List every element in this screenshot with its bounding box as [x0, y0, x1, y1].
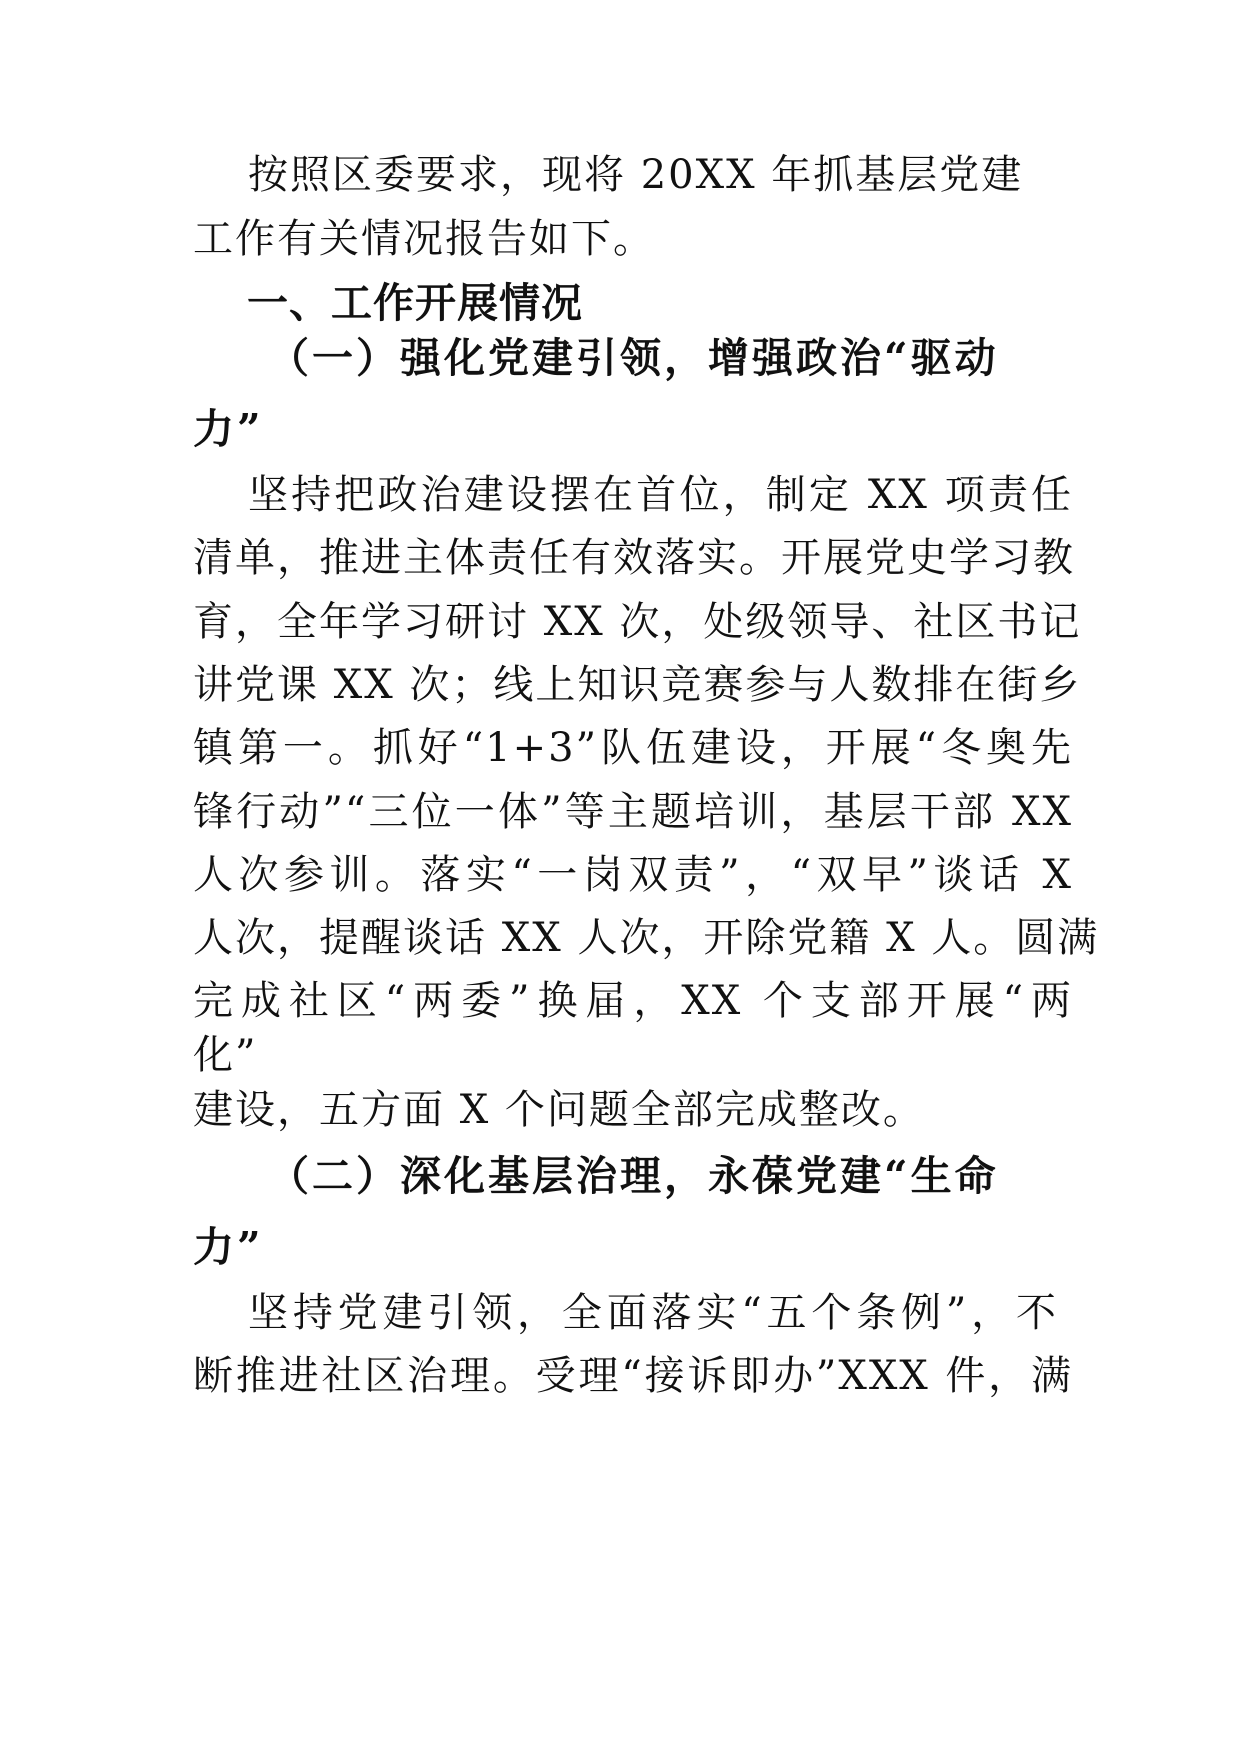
- body-1-line-9: 完成社区“两委”换届，XX 个支部开展“两: [193, 978, 1073, 1024]
- subsection-2-heading-line-2: 力”: [193, 1223, 264, 1271]
- section-heading: 一、工作开展情况: [247, 279, 583, 327]
- body-2-line-1: 坚持党建引领，全面落实“五个条例”，不: [248, 1290, 1058, 1336]
- body-1-line-6: 锋行动”“三位一体”等主题培训，基层干部 XX: [193, 789, 1073, 835]
- subsection-2-heading-line-1: （二）深化基层治理，永葆党建“生命: [268, 1152, 999, 1200]
- body-1-line-2: 清单，推进主体责任有效落实。开展党史学习教: [193, 535, 1075, 581]
- body-1-line-7: 人次参训。落实“一岗双责”，“双早”谈话 X: [193, 852, 1073, 898]
- body-1-line-4: 讲党课 XX 次；线上知识竞赛参与人数排在街乡: [193, 662, 1082, 708]
- subsection-1-heading-line-1: （一）强化党建引领，增强政治“驱动: [268, 334, 999, 382]
- intro-line-2: 工作有关情况报告如下。: [193, 216, 655, 262]
- body-1-line-3: 育，全年学习研讨 XX 次，处级领导、社区书记: [193, 599, 1082, 645]
- body-1-line-11: 建设，五方面 X 个问题全部完成整改。: [193, 1087, 925, 1133]
- body-1-line-1: 坚持把政治建设摆在首位，制定 XX 项责任: [248, 472, 1073, 518]
- body-2-line-2: 断推进社区治理。受理“接诉即办”XXX 件，满: [193, 1353, 1073, 1399]
- subsection-1-heading-line-2: 力”: [193, 405, 264, 453]
- intro-line-1: 按照区委要求，现将 20XX 年抓基层党建: [248, 152, 1024, 198]
- body-1-line-8: 人次，提醒谈话 XX 人次，开除党籍 X 人。圆满: [193, 915, 1100, 961]
- body-1-line-5: 镇第一。抓好“1+3”队伍建设，开展“冬奥先: [193, 725, 1073, 771]
- body-1-line-10: 化”: [193, 1032, 258, 1078]
